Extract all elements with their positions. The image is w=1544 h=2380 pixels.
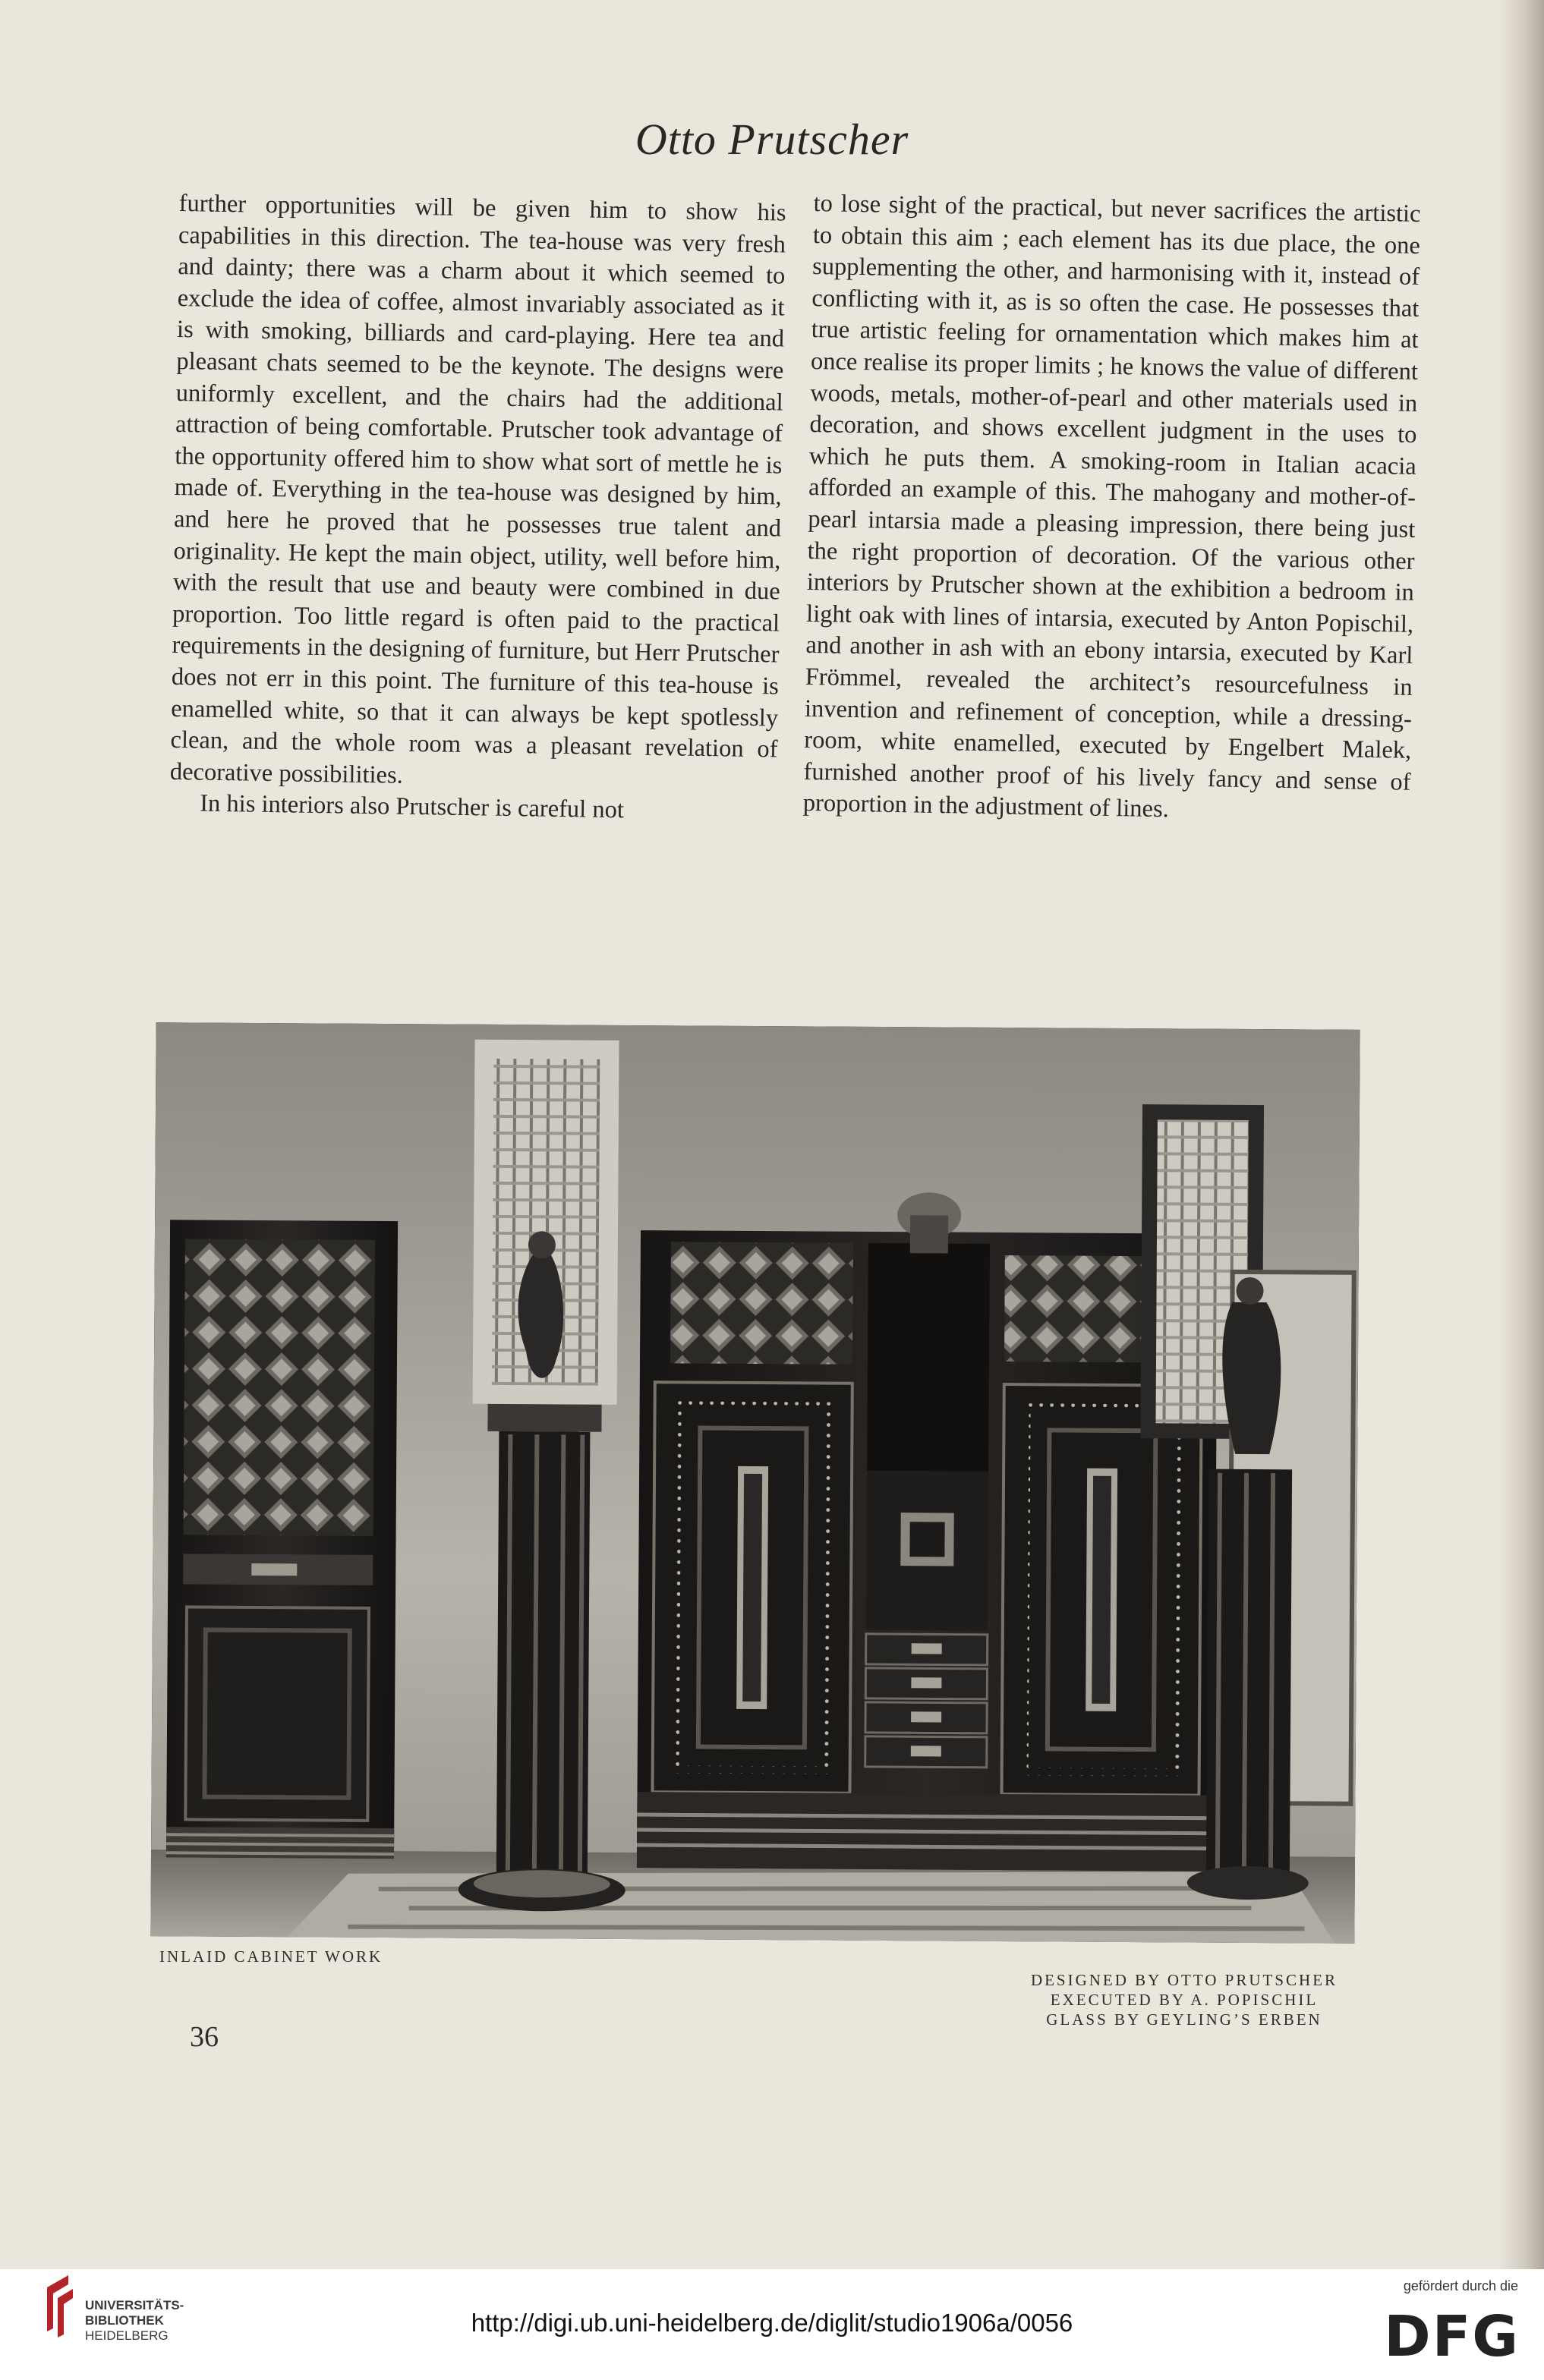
page-number: 36: [190, 2021, 219, 2053]
credit-line: GLASS BY GEYLING’S ERBEN: [1046, 2010, 1322, 2029]
figure-credits: [1002, 1970, 1366, 2029]
left-text-column: [169, 188, 786, 829]
figure-caption: INLAID CABINET WORK: [159, 1947, 383, 1966]
cabinet-photograph: [150, 1022, 1360, 1944]
library-name-line: BIBLIOTHEK: [85, 2313, 164, 2328]
credit-line: EXECUTED BY A. POPISCHIL: [1050, 1991, 1319, 2009]
library-name-line: HEIDELBERG: [85, 2328, 169, 2343]
running-title: Otto Prutscher: [635, 115, 909, 164]
inlaid-cabinet-illustration: [150, 1022, 1360, 1944]
paragraph: In his interiors also Prutscher is careful not: [199, 789, 625, 824]
library-name-line: UNIVERSITÄTS-: [85, 2298, 184, 2312]
paragraph: to lose sight of the practical, but never sacrifices the artistic to obtain this aim ; each element has its due place, the one supplementing the other, and harmonising with it, instead of conflicting with it, as is so often the case. He possesses that true artistic feeling for ornamentation which makes him at once realise its proper limits ; he knows the value of different woods, metals, mother-of-pearl and other materials used in decoration, and shows excellent judgment in the uses to which he puts them. A smoking-room in Italian acacia afforded an example of this. The mahogany and mother-of-pearl intarsia made a pleasing impression, there being just the right proportion of decoration. Of the various other interiors by Prutscher shown at the exhibition a bedroom in light oak with lines of intarsia, executed by Anton Popischil, and another in ash with an ebony intarsia, executed by Karl Frömmel, revealed the architect’s resourcefulness in invention and refinement of conception, while a dressing-room, white enamelled, executed by Engelbert Malek, furnished another proof of his lively fancy and sense of proportion in the adjustment of lines.: [802, 189, 1421, 823]
paragraph: further opportunities will be given him to show his capabilities in this direction. The tea-house was very fresh and dainty; there was a charm about it which seemed to exclude the idea of coffee, almost invariably associated as it is with smoking, billiards and card-playing. Here tea and pleasant chats seemed to be the keynote. The designs were uniformly excellent, and the chairs had the additional attraction of being comfortable. Prutscher took advantage of the opportunity offered him to show what sort of mettle he is made of. Everything in the tea-house was designed by him, and here he proved that he possesses true talent and originality. He kept the main object, utility, well before him, with the result that use and beauty were combined in due proportion. Too little regard is often paid to the practical requirements in the designing of furniture, but Herr Prutscher does not err in this point. The furniture of this tea-house is enamelled white, so that it can always be kept spotlessly clean, and the whole room was a pleasant revelation of decorative possibilities.: [169, 189, 786, 789]
sponsor-text: gefördert durch die: [1403, 2278, 1518, 2293]
permalink-url[interactable]: http://digi.ub.uni-heidelberg.de/diglit/studio1906a/0056: [471, 2309, 1073, 2337]
page-gutter-shadow: [1498, 0, 1544, 2269]
right-text-column: [802, 188, 1420, 830]
credit-line: DESIGNED BY OTTO PRUTSCHER: [1030, 1971, 1338, 1989]
dfg-logo: DFG: [1384, 2304, 1520, 2369]
